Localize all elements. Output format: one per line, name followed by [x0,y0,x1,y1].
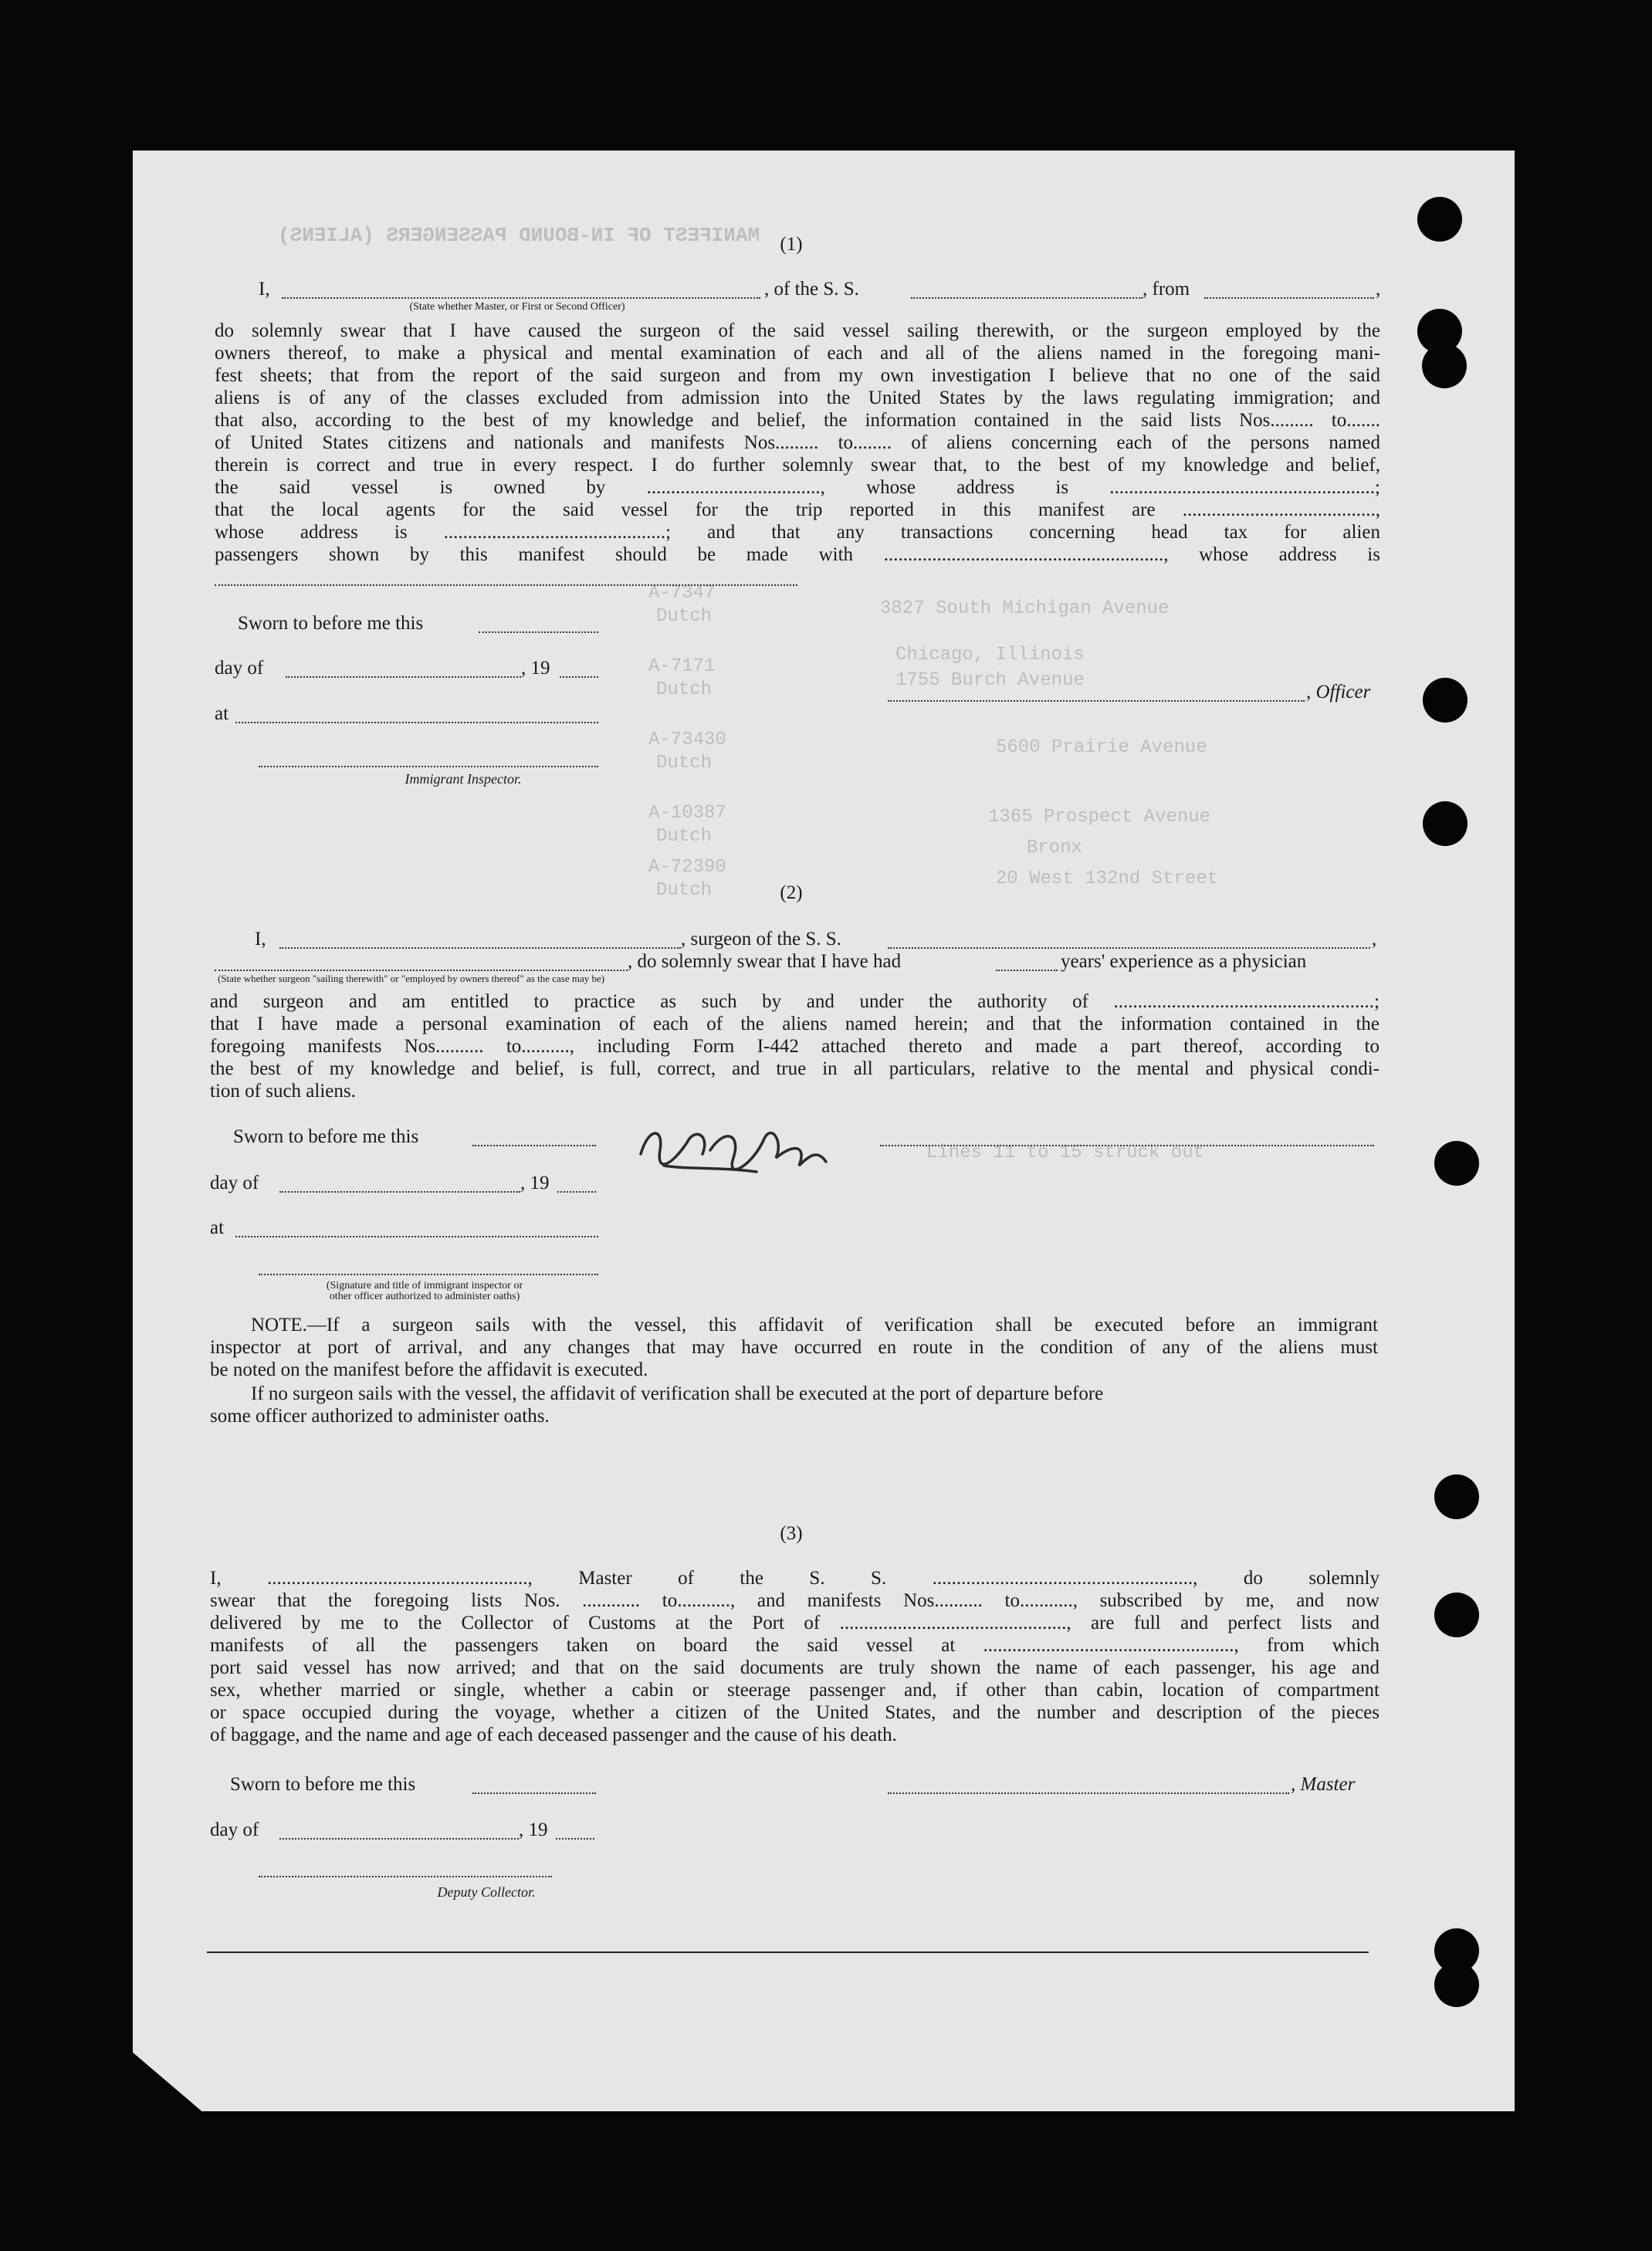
s1-body-line: the said vessel is owned by ...................................., whose address is .......................................................; [215,477,1380,498]
bleed-through-text: A-73430 [648,729,726,750]
s2-years-label: years' experience as a physician [1061,951,1307,972]
s1-officer-label: , Officer [1306,682,1371,702]
s3-year-label: , 19 [519,1819,548,1840]
s2-surgeon-sign-blank [880,1145,1374,1146]
s2-note-line: NOTE.—If a surgeon sails with the vessel, this affidavit of verification shall be executed before an immigrant [251,1315,1378,1335]
s2-day-of-label: day of [210,1173,259,1193]
s3-body-line: I, ......................................................, Master of the S. S. ......................................................, do solemnly [210,1568,1379,1589]
s1-body-line: therein is correct and true in every respect. I do further solemnly swear that, to the best of my knowledge and belief, [215,455,1380,476]
s2-day-blank [279,1191,520,1193]
s1-at-blank [235,722,598,723]
s2-body-line: that I have made a personal examination of each of the aliens named herein; and that the information contained in the [210,1014,1379,1034]
s3-year-blank [556,1838,594,1840]
s2-comma: , [1372,929,1377,949]
s2-at-label: at [210,1217,225,1238]
binder-hole [1434,1141,1479,1186]
bleed-through-text: Dutch [656,606,713,627]
s2-status-blank [215,970,628,971]
s2-inspector-sign-blank [259,1274,598,1275]
s2-body-line: and surgeon and am entitled to practice as such by and under the authority of ......................................................; [210,991,1379,1012]
s1-at-label: at [215,703,229,724]
bleed-through-text: 1755 Burch Avenue [895,670,1085,691]
bleed-through-text: A-10387 [648,803,726,824]
s2-body-last-line: tion of such aliens. [210,1081,356,1102]
binder-hole [1434,1593,1479,1637]
binder-hole [1423,801,1468,846]
s2-ship-blank [888,947,1370,949]
s1-comma: , [1376,279,1381,300]
s2-note-line: be noted on the manifest before the affidavit is executed. [210,1359,648,1380]
s1-body-line: whose address is ..............................................; and that any transactions concerning head tax for alien [215,522,1380,543]
binder-hole [1434,1474,1479,1519]
s1-officer-blank [888,700,1305,702]
bleed-through-text: A-7347 [648,583,716,604]
s3-body-line: port said vessel has now arrived; and that on the said documents are truly shown the name of each passenger, his age and [210,1657,1379,1678]
s2-swear-label: , do solemnly swear that I have had [628,951,902,972]
s3-body-line: sex, whether married or single, whether a cabin or steerage passenger and, if other than cabin, location of compartment [210,1680,1379,1701]
s1-from-label: , from [1143,279,1190,300]
s1-year-blank [560,676,598,678]
binder-hole [1422,344,1467,388]
binder-hole [1434,1962,1479,2007]
s1-name-blank [282,297,760,299]
section-3-number: (3) [780,1523,803,1544]
s1-address-blank [215,584,797,586]
s3-body-line: manifests of all the passengers taken on board the said vessel at ...................................................., from which [210,1635,1379,1656]
s1-from-blank [1204,297,1374,299]
s2-sig-note-2: other officer authorized to administer oaths) [329,1291,520,1302]
section-2-number: (2) [780,882,803,903]
s3-deputy-sign-blank [259,1876,552,1877]
bleed-through-text: Dutch [656,753,713,773]
s2-year-blank [557,1191,596,1193]
bleed-through-text: 5600 Prairie Avenue [996,737,1207,758]
s3-body-line: delivered by me to the Collector of Customs at the Port of ..............................................., are full and perfect lists and [210,1613,1379,1633]
bleed-through-text: Lines 11 to 15 struck out [926,1142,1205,1163]
s3-deputy-label: Deputy Collector. [437,1884,536,1900]
s3-sworn-label: Sworn to before me this [230,1774,416,1795]
s2-body-line: the best of my knowledge and belief, is full, correct, and true in all particulars, relative to the mental and physical condi- [210,1058,1379,1079]
bleed-through-text: 3827 South Michigan Avenue [880,598,1170,619]
s1-body-line: that the local agents for the said vessel for the trip reported in this manifest are ........................................, [215,499,1380,520]
s2-at-blank [235,1236,598,1237]
s1-body-line: of United States citizens and nationals and manifests Nos......... to........ of aliens concerning each of the persons named [215,432,1380,453]
s2-sig-note-1: (Signature and title of immigrant inspector or [326,1280,523,1291]
binder-hole [1417,197,1462,242]
s2-body-line: foregoing manifests Nos.......... to.........., including Form I-442 attached thereto and made a part thereof, according to [210,1036,1379,1057]
bleed-through-text: Chicago, Illinois [895,645,1085,665]
s3-body-line: or space occupied during the voyage, whether a citizen of the United States, and the number and description of the pieces [210,1702,1379,1723]
bleed-through-text: Dutch [656,880,713,901]
s1-year-label: , 19 [521,658,550,679]
s1-i-label: I, [259,279,270,300]
bleed-through-text: 1365 Prospect Avenue [988,807,1211,828]
s3-body-last-line: of baggage, and the name and age of each deceased passenger and the cause of his death. [210,1725,897,1745]
binder-hole [1423,678,1468,723]
s1-body-line: owners thereof, to make a physical and mental examination of each and all of the aliens named in the foregoing mani- [215,343,1380,364]
s1-of-ss-label: , of the S. S. [764,279,859,300]
s1-body-line: that also, according to the best of my knowledge and belief, the information contained in the said lists Nos......... to....... [215,410,1380,431]
s2-i-label: I, [255,929,266,949]
s1-body-line: passengers shown by this manifest should be made with .........................................................., whose address is [215,544,1380,565]
s3-sworn-blank [472,1792,596,1794]
s2-surgeon-of-label: , surgeon of the S. S. [681,929,841,949]
s2-note-line: some officer authorized to administer oaths. [210,1406,550,1427]
s2-sworn-blank [472,1145,596,1146]
s3-body-line: swear that the foregoing lists Nos. ............ to..........., and manifests Nos.......... to..........., subscribed by me, and now [210,1590,1379,1611]
s3-day-of-label: day of [210,1819,259,1840]
bleed-through-text: Dutch [656,679,713,700]
s2-years-blank [996,970,1058,971]
s2-state-note: (State whether surgeon "sailing therewith" or "employed by owners thereof" as the case may be) [218,973,605,984]
s1-inspector-label: Immigrant Inspector. [405,771,522,787]
s3-master-sign-blank [888,1792,1289,1794]
handwritten-signature [618,1112,872,1181]
bleed-through-text: Dutch [656,826,713,847]
s1-sworn-blank [479,631,598,633]
s2-year-label: , 19 [520,1173,550,1193]
s3-day-blank [279,1838,519,1840]
s1-body-line: fest sheets; that from the report of the said surgeon and from my own investigation I believe that no one of the said [215,365,1380,386]
s3-master-label: , Master [1291,1774,1356,1795]
s2-sworn-label: Sworn to before me this [233,1126,419,1147]
bleed-through-header: MANIFEST OF IN-BOUND PASSENGERS (ALIENS) [278,224,760,247]
s1-day-blank [286,676,521,678]
s1-state-note: (State whether Master, or First or Second Officer) [409,301,625,313]
s2-note-line: If no surgeon sails with the vessel, the affidavit of verification shall be executed at the port of departure before [251,1383,1104,1404]
bleed-through-text: Bronx [1027,838,1083,858]
bleed-through-text: A-7171 [648,656,716,677]
s1-day-of-label: day of [215,658,264,679]
bleed-through-text: A-72390 [648,857,726,878]
bottom-rule [207,1951,1369,1953]
s2-name-blank [279,947,681,949]
s1-body-line: do solemnly swear that I have caused the surgeon of the said vessel sailing therewith, or the surgeon employed by the [215,320,1380,341]
section-1-number: (1) [780,234,803,255]
s2-note-line: inspector at port of arrival, and any changes that may have occurred en route in the condition of any of the aliens must [210,1337,1378,1358]
s1-ship-blank [911,297,1143,299]
s1-body-line: aliens is of any of the classes excluded from admission into the United States by the laws regulating immigration; and [215,388,1380,408]
s1-sworn-label: Sworn to before me this [238,613,424,634]
bleed-through-text: 20 West 132nd Street [996,868,1219,889]
